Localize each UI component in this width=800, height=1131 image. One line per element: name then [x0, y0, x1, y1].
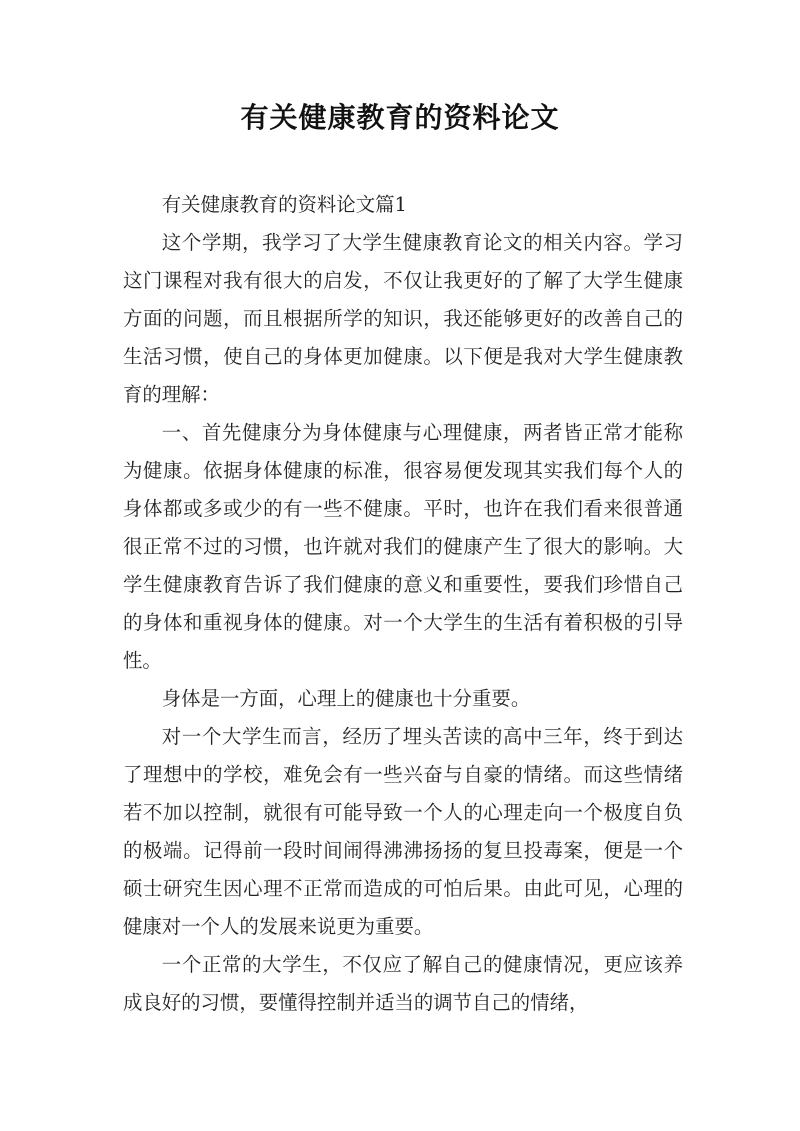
- paragraph-habits: 一个正常的大学生，不仅应了解自己的健康情况，更应该养成良好的习惯，要懂得控制并适当的调节自己的情绪，: [123, 953, 683, 1014]
- paragraph-mental-health-intro: 身体是一方面，心理上的健康也十分重要。: [161, 687, 531, 710]
- paragraph-section-heading: 有关健康教育的资料论文篇1: [161, 193, 407, 216]
- document-title: 有关健康教育的资料论文: [240, 101, 560, 134]
- paragraph-intro: 这个学期，我学习了大学生健康教育论文的相关内容。学习这门课程对我有很大的启发，不仅让我更好的了解了大学生健康方面的问题，而且根据所学的知识，我还能够更好的改善自己的生活习惯，使自己的身体更加健康。以下便是我对大学生健康教育的理解：: [123, 231, 683, 406]
- document-body: [123, 186, 683, 1022]
- paragraph-mental-health-example: 对一个大学生而言，经历了埋头苦读的高中三年，终于到达了理想中的学校，难免会有一些兴奋与自豪的情绪。而这些情绪若不加以控制，就很有可能导致一个人的心理走向一个极度自负的极端。记得前一段时间闹得沸沸扬扬的复旦投毒案，便是一个硕士研究生因心理不正常而造成的可怕后果。由此可见，心理的健康对一个人的发展来说更为重要。: [123, 725, 683, 938]
- paragraph-physical-health: 一、首先健康分为身体健康与心理健康，两者皆正常才能称为健康。依据身体健康的标准，很容易便发现其实我们每个人的身体都或多或少的有一些不健康。平时，也许在我们看来很普通很正常不过的习惯，也许就对我们的健康产生了很大的影响。大学生健康教育告诉了我们健康的意义和重要性，要我们珍惜自己的身体和重视身体的健康。对一个大学生的生活有着积极的引导性。: [123, 421, 683, 672]
